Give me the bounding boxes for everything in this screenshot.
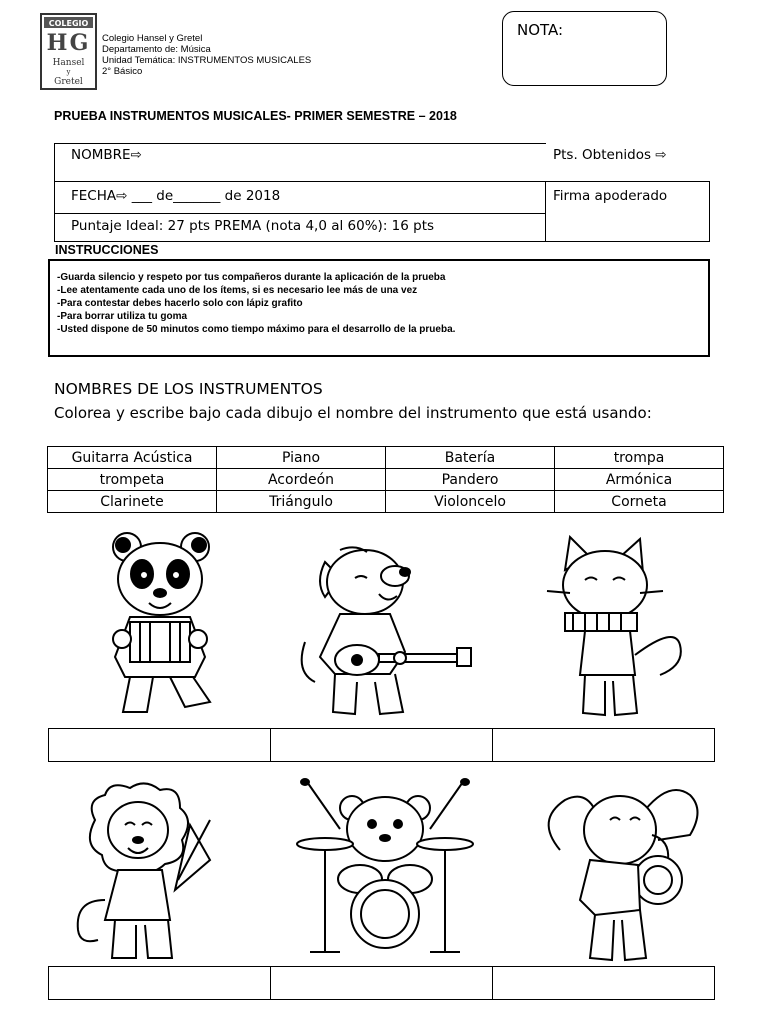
word-cell: Guitarra Acústica <box>48 447 217 469</box>
word-bank-table <box>47 446 724 513</box>
answer-box[interactable] <box>271 967 493 999</box>
answer-box[interactable] <box>271 729 493 761</box>
nota-label: NOTA: <box>517 21 564 39</box>
word-cell: Armónica <box>555 469 724 491</box>
cat-harmonica-icon <box>535 535 700 720</box>
answer-box[interactable] <box>493 967 714 999</box>
logo-letter-g: G <box>69 30 89 56</box>
instructions-box <box>48 259 710 357</box>
word-cell: trompeta <box>48 469 217 491</box>
pts-obtenidos-field[interactable]: Pts. Obtenidos ⇨ <box>553 147 667 163</box>
word-cell: trompa <box>555 447 724 469</box>
word-cell: Clarinete <box>48 491 217 513</box>
answer-box[interactable] <box>493 729 714 761</box>
department: Departamento de: Música <box>102 44 211 55</box>
table-row <box>48 447 724 469</box>
word-cell: Batería <box>386 447 555 469</box>
nota-box[interactable] <box>502 11 667 86</box>
logo-letter-h: H <box>46 30 68 56</box>
puntaje-text: Puntaje Ideal: 27 pts PREMA (nota 4,0 al 60%): 16 pts <box>71 218 435 234</box>
fecha-field[interactable]: FECHA⇨ ___ de_______ de 2018 <box>71 188 281 204</box>
word-cell: Pandero <box>386 469 555 491</box>
section-title: NOMBRES DE LOS INSTRUMENTOS <box>54 380 323 398</box>
word-cell: Acordeón <box>217 469 386 491</box>
instruction-item: -Guarda silencio y respeto por tus compañeros durante la aplicación de la prueba <box>57 272 446 283</box>
bear-drums-icon <box>290 774 480 964</box>
dog-guitar-icon <box>295 542 475 722</box>
school-info <box>102 33 311 77</box>
school-name: Colegio Hansel y Gretel <box>102 33 203 44</box>
logo-banner-text: COLEGIO <box>48 19 89 28</box>
instruction-item: -Para contestar debes hacerlo solo con lápiz grafito <box>57 298 303 309</box>
instructions-heading: INSTRUCCIONES <box>55 243 159 257</box>
answer-row-2 <box>48 966 715 1000</box>
instruction-item: -Lee atentamente cada uno de los ítems, si es necesario lee más de una vez <box>57 285 418 296</box>
answer-box[interactable] <box>49 729 271 761</box>
school-logo <box>40 13 97 90</box>
word-cell: Violoncelo <box>386 491 555 513</box>
lion-triangle-icon <box>70 780 235 965</box>
table-row <box>48 491 724 513</box>
instruction-item: -Usted dispone de 50 minutos como tiempo máximo para el desarrollo de la prueba. <box>57 324 456 335</box>
student-info-table <box>54 143 710 242</box>
grade: 2° Básico <box>102 66 143 77</box>
answer-box[interactable] <box>49 967 271 999</box>
word-cell: Corneta <box>555 491 724 513</box>
word-cell: Triángulo <box>217 491 386 513</box>
answer-row-1 <box>48 728 715 762</box>
instruction-item: -Para borrar utiliza tu goma <box>57 311 188 322</box>
panda-accordion-icon <box>85 527 235 722</box>
logo-word-y: y <box>66 68 71 76</box>
nombre-field[interactable]: NOMBRE⇨ <box>71 147 142 163</box>
word-cell: Piano <box>217 447 386 469</box>
elephant-horn-icon <box>540 780 710 965</box>
section-subtitle: Colorea y escribe bajo cada dibujo el nombre del instrumento que está usando: <box>54 404 652 422</box>
test-title: PRUEBA INSTRUMENTOS MUSICALES- PRIMER SEMESTRE – 2018 <box>54 109 457 123</box>
table-row <box>48 469 724 491</box>
logo-word-gretel: Gretel <box>54 77 83 87</box>
logo-word-hansel: Hansel <box>52 58 85 68</box>
unit: Unidad Temática: INSTRUMENTOS MUSICALES <box>102 55 312 66</box>
firma-apoderado-field[interactable]: Firma apoderado <box>553 188 668 204</box>
